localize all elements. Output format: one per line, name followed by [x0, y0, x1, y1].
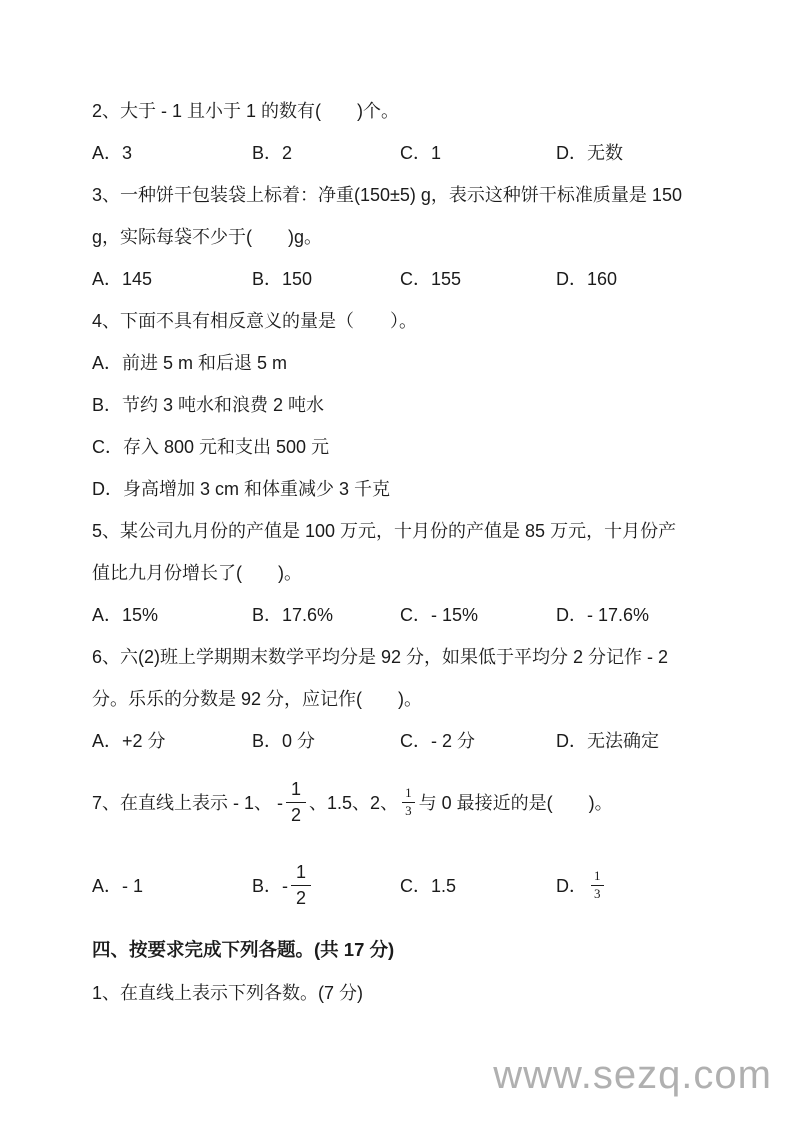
question-2-stem: 2、大于 - 1 且小于 1 的数有( )个。 — [92, 101, 400, 121]
q5-option-c: C．- 15% — [400, 605, 479, 625]
q2-option-b: B．2 — [252, 143, 293, 163]
question-3-stem-line1: 3、一种饼干包装袋上标着：净重(150±5) g，表示这种饼干标准质量是 150 — [92, 185, 682, 205]
fraction-denominator: 2 — [286, 802, 306, 828]
question-2-options — [92, 132, 736, 174]
question-5-options — [92, 594, 736, 636]
q4-option-c: C．存入 800 元和支出 500 元 — [92, 437, 330, 457]
fraction-denominator: 2 — [291, 885, 311, 911]
section-4-heading: 四、按要求完成下列各题。(共 17 分) — [92, 939, 395, 960]
question-3-options — [92, 258, 736, 300]
q2-option-d: D．无数 — [556, 143, 623, 163]
section-4-item-1: 1、在直线上表示下列各数。(7 分) — [92, 983, 364, 1003]
q2-option-a: A．3 — [92, 143, 133, 163]
question-6-stem-line2: 分。乐乐的分数是 92 分，应记作( )。 — [92, 689, 423, 709]
q6-option-b: B．0 分 — [252, 731, 316, 751]
q3-option-d: D．160 — [556, 269, 618, 289]
q5-option-d: D．- 17.6% — [556, 605, 650, 625]
fraction-one-half — [291, 860, 311, 910]
fraction-denominator: 3 — [402, 802, 415, 820]
fraction-numerator: 1 — [291, 778, 302, 799]
q7-option-b — [252, 860, 400, 910]
q7-option-a: A．- 1 — [92, 876, 144, 896]
question-5-stem-line1: 5、某公司九月份的产值是 100 万元，十月份的产值是 85 万元，十月份产 — [92, 521, 677, 541]
q5-option-b: B．17.6% — [252, 605, 334, 625]
question-5-stem-line2: 值比九月份增长了( )。 — [92, 563, 302, 583]
q7-option-d — [556, 868, 736, 903]
question-7-stem — [92, 762, 736, 842]
q3-option-b: B．150 — [252, 269, 313, 289]
watermark-text: www.sezq.com — [493, 1053, 772, 1097]
fraction-numerator: 1 — [594, 867, 601, 883]
question-7-options — [92, 842, 736, 928]
q7-option-d-label: D． — [556, 876, 587, 896]
q3-option-a: A．145 — [92, 269, 153, 289]
fraction-denominator: 3 — [591, 885, 604, 903]
fraction-one-third — [591, 868, 604, 903]
q7-option-c: C．1.5 — [400, 876, 457, 896]
q4-option-b: B．节约 3 吨水和浪费 2 吨水 — [92, 395, 325, 415]
question-6-stem-line1: 6、六(2)班上学期期末数学平均分是 92 分，如果低于平均分 2 分记作 - 2 — [92, 647, 669, 667]
q7-stem-mid: 、1.5、2、 — [309, 793, 399, 813]
question-6-options — [92, 720, 736, 762]
q7-stem-post: 与 0 最接近的是( )。 — [418, 793, 613, 813]
q6-option-d: D．无法确定 — [556, 731, 659, 751]
q7-option-b-label: B．- — [252, 876, 288, 896]
q4-option-d: D．身高增加 3 cm 和体重减少 3 千克 — [92, 479, 391, 499]
q5-option-a: A．15% — [92, 605, 159, 625]
fraction-one-third — [402, 785, 415, 820]
q3-option-c: C．155 — [400, 269, 462, 289]
question-4-stem: 4、下面不具有相反意义的量是（ ）。 — [92, 311, 418, 331]
fraction-one-half — [286, 777, 306, 827]
q6-option-c: C．- 2 分 — [400, 731, 476, 751]
q4-option-a: A．前进 5 m 和后退 5 m — [92, 353, 288, 373]
q7-stem-pre: 7、在直线上表示 - 1、 - — [92, 793, 284, 813]
q6-option-a: A．+2 分 — [92, 731, 166, 751]
fraction-numerator: 1 — [296, 861, 307, 882]
fraction-numerator: 1 — [405, 784, 412, 800]
q2-option-c: C．1 — [400, 143, 442, 163]
question-3-stem-line2: g，实际每袋不少于( )g。 — [92, 227, 323, 247]
